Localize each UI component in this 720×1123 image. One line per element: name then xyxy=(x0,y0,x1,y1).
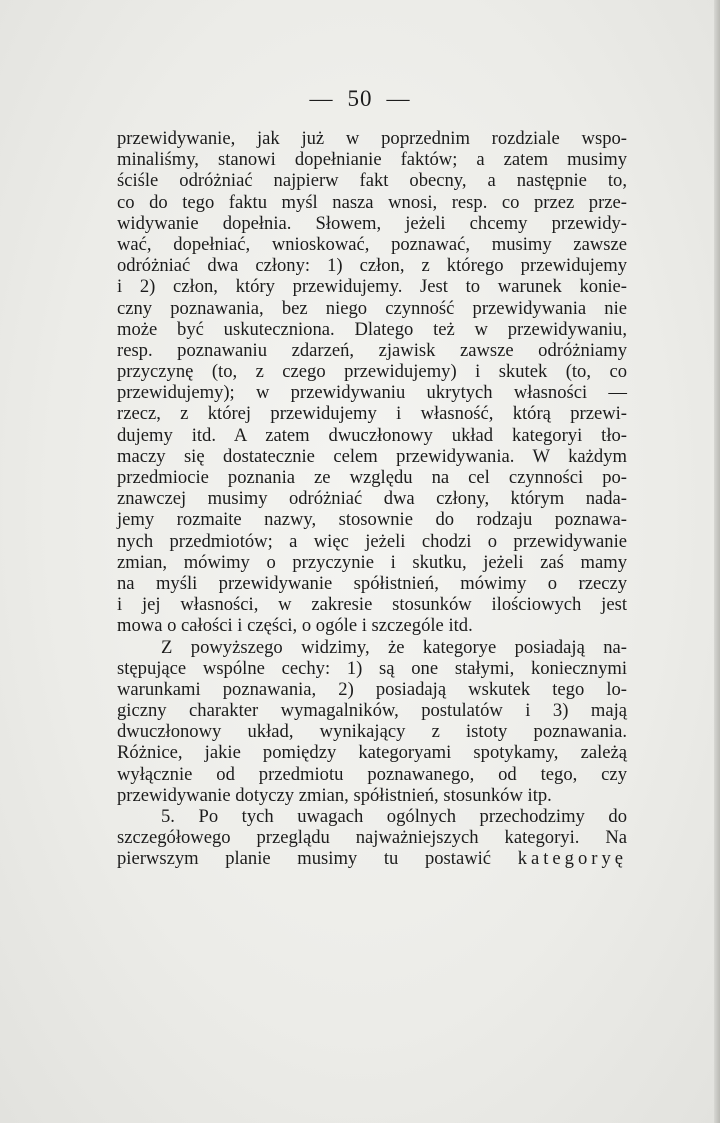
text-line-with-spaced-word xyxy=(117,848,627,869)
text-line: wać, dopełniać, wnioskować, poznawać, musimy zawsze xyxy=(117,233,627,255)
paragraph-end-line: mowa o całości i części, o ogóle i szczególe itd. xyxy=(117,615,473,637)
text-line: dujemy itd. A zatem dwuczłonowy układ kategoryi tło- xyxy=(117,424,627,446)
text-line: stępujące wspólne cechy: 1) są one stałymi, koniecznymi xyxy=(117,657,627,679)
text-line: znawczej musimy odróżniać dwa człony, którym nada- xyxy=(117,488,627,510)
text-line: wyłącznie od przedmiotu poznawanego, od tego, czy xyxy=(117,763,627,785)
text-line: odróżniać dwa człony: 1) człon, z którego przewidujemy xyxy=(117,255,627,277)
text-line: giczny charakter wymagalników, postulatów i 3) mają xyxy=(117,700,627,722)
text-line: nych przedmiotów; a więc jeżeli chodzi o przewidywanie xyxy=(117,530,627,552)
text-line: maczy się dostatecznie celem przewidywania. W każdym xyxy=(117,445,627,467)
text-line: szczegółowego przeglądu najważniejszych kategoryi. Na xyxy=(117,827,627,849)
text-line: przyczynę (to, z czego przewidujemy) i skutek (to, co xyxy=(117,361,627,383)
line-text: pierwszym planie musimy tu postawić xyxy=(117,848,492,870)
text-line: warunkami poznawania, 2) posiadają wskutek tego lo- xyxy=(117,678,627,700)
page-edge xyxy=(714,0,720,1123)
text-line: dwuczłonowy układ, wynikający z istoty poznawania. xyxy=(117,721,627,743)
page-number: 50 xyxy=(347,86,373,111)
paragraph-end-line: przewidywanie dotyczy zmian, spółistnień, stosunków itp. xyxy=(117,784,552,806)
text-line: resp. poznawaniu zdarzeń, zjawisk zawsze odróżniamy xyxy=(117,339,627,361)
paragraph-start-line: Z powyższego widzimy, że kategorye posiadają na- xyxy=(161,636,627,658)
header-dash-left: — xyxy=(309,86,334,111)
text-line: ściśle odróżniać najpierw fakt obecny, a następnie to, xyxy=(117,170,627,192)
text-line: przewidywanie, jak już w poprzednim rozdziale wspo- xyxy=(117,128,627,149)
text-line: Różnice, jakie pomiędzy kategoryami spotykamy, zależą xyxy=(117,742,627,764)
section-start-line: 5. Po tych uwagach ogólnych przechodzimy do xyxy=(161,806,627,827)
text-line: może być uskuteczniona. Dlatego też w przewidywaniu, xyxy=(117,318,627,340)
text-line: przedmiocie poznania ze względu na cel czynności po- xyxy=(117,467,627,488)
page-number-header xyxy=(0,86,720,112)
text-line: zmian, mówimy o przyczynie i skutku, jeżeli zaś mamy xyxy=(117,551,627,573)
text-line: czny poznawania, bez niego czynność przewidywania nie xyxy=(117,297,627,319)
header-dash-right: — xyxy=(386,86,411,111)
text-line: i 2) człon, który przewidujemy. Jest to warunek konie- xyxy=(117,276,627,298)
body-text xyxy=(117,128,627,870)
spaced-emphasis-word: kategoryę xyxy=(517,848,627,870)
text-line: minaliśmy, stanowi dopełnianie faktów; a zatem musimy xyxy=(117,149,627,171)
text-line: na myśli przewidywanie spółistnień, mówimy o rzeczy xyxy=(117,572,627,594)
text-line: rzecz, z której przewidujemy i własność, którą przewi- xyxy=(117,403,627,425)
text-line: jemy rozmaite nazwy, stosownie do rodzaju poznawa- xyxy=(117,509,627,531)
text-line: przewidujemy); w przewidywaniu ukrytych własności — xyxy=(117,382,627,404)
text-line: co do tego faktu myśl nasza wnosi, resp. co przez prze- xyxy=(117,191,627,213)
text-line: widywanie dopełnia. Słowem, jeżeli chcemy przewidy- xyxy=(117,212,627,234)
text-line: i jej własności, w zakresie stosunków ilościowych jest xyxy=(117,594,627,616)
